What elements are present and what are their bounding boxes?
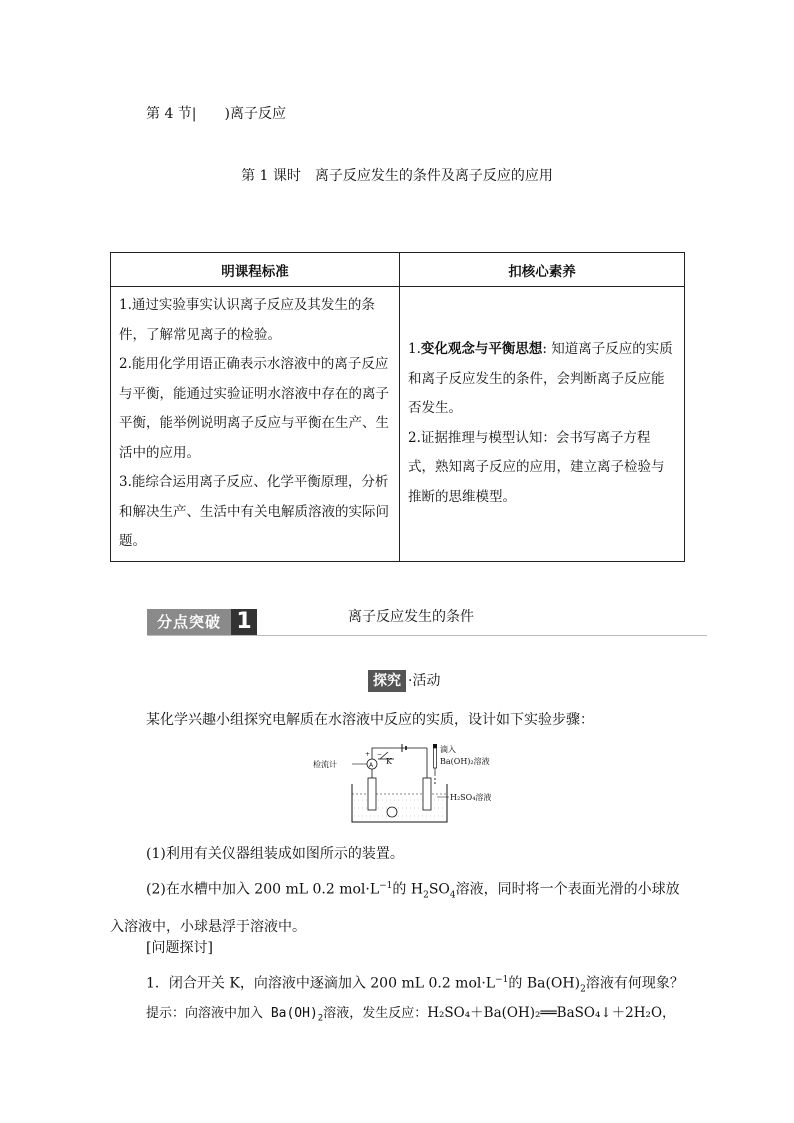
discussion-title: [问题探讨] — [146, 940, 213, 956]
intro-text: 某化学兴趣小组探究电解质在水溶液中反应的实质，设计如下实验步骤： — [146, 712, 594, 728]
svg-text:−: − — [377, 751, 383, 758]
experiment-apparatus-diagram — [312, 742, 492, 827]
section-heading: 离子反应发生的条件 — [348, 609, 474, 625]
list-item: 2.证据推理与模型认知：会书写离子方程式，熟知离子反应的应用，建立离子检验与推断的思维模型。 — [408, 429, 665, 505]
hint-1: 提示：向溶液中加入 $Ba(OH)_2$溶液，发生反应：H₂SO₄＋Ba(OH)₂══BaSO₄↓＋2H₂O， — [146, 1005, 676, 1024]
step-2: (2)在水槽中加入 200 mL 0.2 $mol\cdot L^{-1}$的 $H_2SO_4$溶液，同时将一个表面光滑的小球放入溶液中，小球悬浮于溶液中。 — [110, 881, 680, 936]
table-header-right: 扣核心素养 — [400, 253, 685, 287]
divider — [147, 635, 707, 636]
list-item: 3.能综合运用离子反应、化学平衡原理，分析和解决生产、生活中有关电解质溶液的实际问题。 — [119, 474, 389, 549]
table-cell-left — [111, 287, 400, 562]
svg-text:+: + — [365, 751, 371, 758]
list-item: 2.能用化学用语正确表示水溶液中的离子反应与平衡，能通过实验证明水溶液中存在的离子平衡，能举例说明离子反应与平衡在生产、生活中的应用。 — [119, 356, 389, 461]
badge-number: 1 — [231, 609, 257, 635]
drip-label: 滴入 — [440, 745, 456, 754]
svg-text:A: A — [369, 762, 374, 769]
h2so4-label: H₂SO₄溶液 — [450, 793, 492, 802]
section-title: 第 4 节| )离子反应 — [146, 106, 286, 122]
switch-label: K — [386, 757, 392, 766]
badge-label: 分点突破 — [147, 609, 231, 635]
standards-table — [110, 252, 685, 562]
ammeter-label: 检流计 — [313, 760, 337, 769]
question-1: 1．闭合开关 K，向溶液中逐滴加入 200 mL 0.2 $mol\cdot L^{-1}$的 $Ba(OH)_2$溶液有何现象？ — [146, 975, 684, 995]
section-badge — [147, 609, 257, 635]
step-1: (1)利用有关仪器组装成如图所示的装置。 — [146, 846, 404, 862]
activity-label: ·活动 — [408, 673, 441, 689]
explore-box: 探究 — [368, 670, 406, 692]
list-item: 1.通过实验事实认识离子反应及其发生的条件，了解常见离子的检验。 — [119, 297, 375, 343]
table-cell-right — [400, 287, 685, 562]
baoh2-label: Ba(OH)₂溶液 — [440, 757, 490, 766]
lesson-title: 第 1 课时 离子反应发生的条件及离子反应的应用 — [241, 168, 553, 184]
table-header-left: 明课程标准 — [111, 253, 400, 287]
explore-activity — [368, 670, 440, 692]
list-item: 1.变化观念与平衡思想: 知道离子反应的实质和离子反应发生的条件，会判断离子反应能否发生。 — [408, 341, 673, 417]
